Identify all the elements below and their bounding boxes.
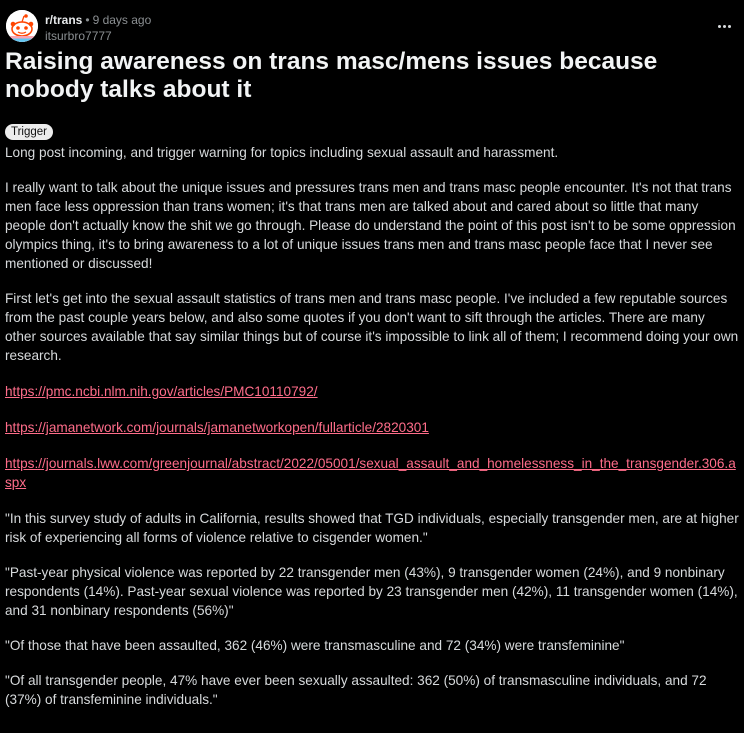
ellipsis-dot xyxy=(723,25,726,28)
subreddit-avatar[interactable] xyxy=(6,10,38,42)
ellipsis-horizontal-icon xyxy=(718,25,721,28)
post-meta xyxy=(45,12,151,28)
post-body xyxy=(5,143,739,709)
quote-paragraph: "Past-year physical violence was reported by 22 transgender men (43%), 9 transgender women (24%), and 9 nonbinary respondents (14%). Past-year sexual violence was reported by 23 transgender men (42%), 11 transgender women (14%), and 31 nonbinary respondents (56%)" xyxy=(5,565,738,618)
meta-separator: • xyxy=(85,13,90,27)
reddit-snoo-icon xyxy=(6,10,38,42)
source-link[interactable]: https://journals.lww.com/greenjournal/abstract/2022/05001/sexual_assault_and_homelessness_in_the_transgender.306.aspx xyxy=(5,456,736,490)
post-age: 9 days ago xyxy=(92,13,152,27)
post-title: Raising awareness on trans masc/mens issues because nobody talks about it xyxy=(5,48,658,103)
ellipsis-dot xyxy=(728,25,731,28)
post-header xyxy=(6,10,740,46)
quote-paragraph: "In this survey study of adults in California, results showed that TGD individuals, especially transgender men, are at higher risk of experiencing all forms of violence relative to cisgender women." xyxy=(5,511,739,545)
author-link[interactable]: itsurbro7777 xyxy=(45,29,112,43)
quote-paragraph: "Of those that have been assaulted, 362 (46%) were transmasculine and 72 (34%) were transfeminine" xyxy=(5,638,625,653)
body-paragraph: Long post incoming, and trigger warning for topics including sexual assault and harassment. xyxy=(5,145,559,160)
post-flair[interactable]: Trigger xyxy=(5,124,53,140)
more-options-button[interactable] xyxy=(714,16,734,36)
source-link[interactable]: https://pmc.ncbi.nlm.nih.gov/articles/PMC10110792/ xyxy=(5,384,318,399)
body-paragraph: I really want to talk about the unique issues and pressures trans men and trans masc people encounter. It's not that trans men face less oppression than trans women; it's that trans men are talked about and cared about so little that many people don't actually know the shit we go through. Please do understand the point of this post isn't to be some oppression olympics thing, it's to bring awareness to a lot of unique issues trans men and trans masc people face that I never see mentioned or discussed! xyxy=(5,180,736,271)
subreddit-link[interactable]: r/trans xyxy=(45,13,83,27)
source-link[interactable]: https://jamanetwork.com/journals/jamanetworkopen/fullarticle/2820301 xyxy=(5,420,429,435)
body-paragraph: First let's get into the sexual assault statistics of trans men and trans masc people. I've included a few reputable sources from the past couple years below, and also some quotes if you don't want to sift through the articles. There are many other sources available that say similar things but of course it's impossible to link all of them; I recommend doing your own research. xyxy=(5,291,739,363)
quote-paragraph: "Of all transgender people, 47% have ever been sexually assaulted: 362 (50%) of transmasculine individuals, and 72 (37%) of transfeminine individuals." xyxy=(5,673,707,707)
